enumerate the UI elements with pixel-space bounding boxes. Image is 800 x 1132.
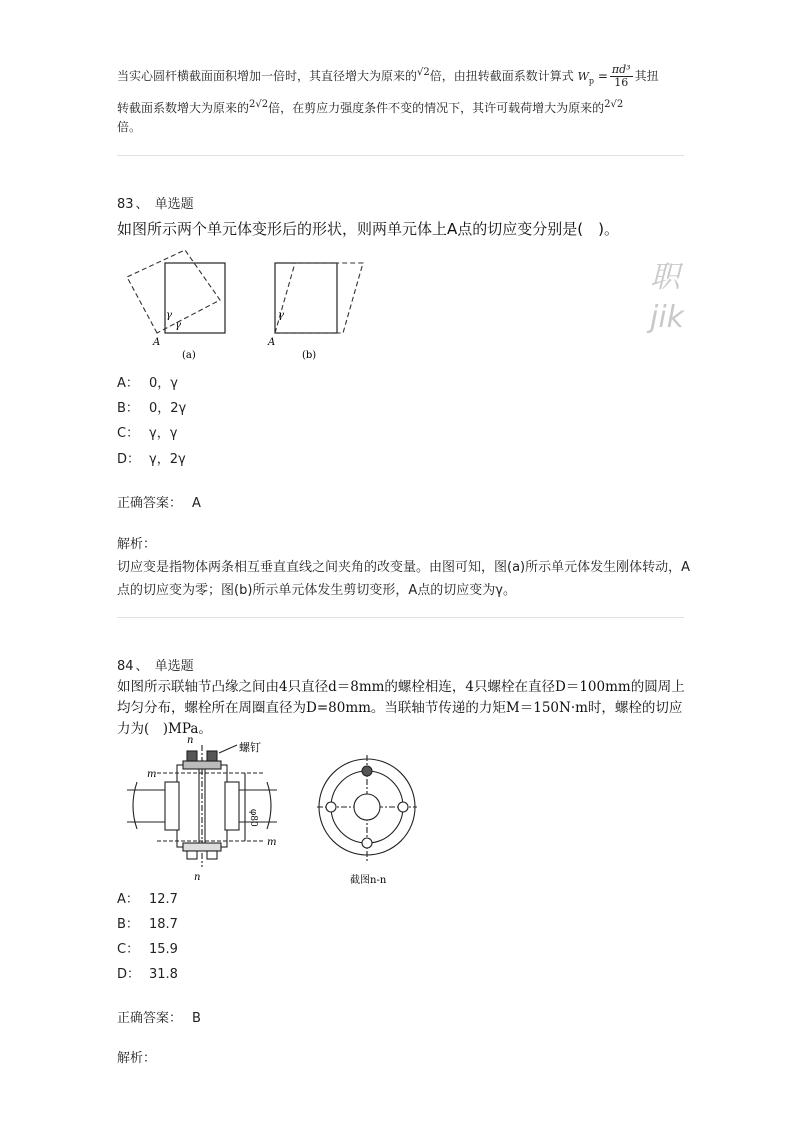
sqrt2-symbol: √2 — [417, 67, 430, 78]
q84-option-c[interactable]: C： 15.9 — [117, 942, 178, 957]
element-b-sheared-outline — [275, 263, 363, 333]
label-n-bottom: n — [194, 872, 201, 883]
point-a-label-b: A — [268, 337, 276, 348]
label-section: 截图n-n — [350, 875, 387, 886]
angle-label-b: γ — [278, 310, 284, 321]
coupling-section-view — [317, 755, 417, 861]
q84-option-a[interactable]: A： 12.7 — [117, 892, 178, 907]
label-diameter: φ80 — [248, 809, 258, 827]
question-83-figure — [117, 250, 377, 375]
q83-explanation-label: 解析： — [117, 537, 157, 552]
element-b-square — [275, 263, 337, 333]
q83-option-a[interactable]: A： 0，γ — [117, 376, 178, 391]
q84-option-b[interactable]: B： 18.7 — [117, 917, 178, 932]
torsion-formula: $W_p$ = $\frac{\text{πd³}}{16}$ — [577, 63, 631, 89]
element-a-square — [165, 263, 225, 333]
label-m-right: m — [267, 837, 277, 848]
coupling-side-view — [127, 745, 277, 867]
prev-explanation-line-2: 转截面系数增大为原来的$^{2√2}$倍，在剪应力强度条件不变的情况下，其许可载荷增大为原来的$^{2√2}$ — [117, 99, 624, 115]
question-84-figure — [117, 737, 437, 887]
question-84-header: 84 、 单选题 — [117, 659, 194, 674]
label-n-top: n — [187, 737, 194, 746]
q83-correct-answer: 正确答案： A — [117, 496, 201, 511]
watermark: 职 jik — [650, 260, 685, 335]
prev-explanation-line-3: 倍。 — [117, 120, 142, 134]
q84-explanation-label: 解析： — [117, 1051, 157, 1066]
q83-option-c[interactable]: C： γ，γ — [117, 426, 178, 441]
q84-option-d[interactable]: D： 31.8 — [117, 967, 178, 982]
q84-correct-answer: 正确答案： B — [117, 1011, 201, 1026]
question-83-header: 83 、 单选题 — [117, 197, 194, 212]
figure-label-b: (b) — [302, 350, 317, 361]
q83-explanation: 切应变是指物体两条相互垂直直线之间夹角的改变量。由图可知，图(a)所示单元体发生刚体转动，A点的切应变为零；图(b)所示单元体发生剪切变形，A点的切应变为γ。 — [117, 560, 691, 598]
label-bolt: 螺钉 — [239, 741, 261, 754]
figure-label-a: (a) — [182, 350, 196, 361]
angle-label-a1: γ — [166, 310, 172, 321]
question-83-stem: 如图所示两个单元体变形后的形状，则两单元体上A点的切应变分别是( )。 — [117, 220, 619, 238]
q83-option-d[interactable]: D： γ，2γ — [117, 452, 186, 467]
divider — [117, 155, 684, 156]
question-84-stem: 如图所示联轴节凸缘之间由4只直径d＝8mm的螺栓相连，4只螺栓在直径D＝100mm的圆周上均匀分布，螺栓所在周圈直径为D=80mm。当联轴节传递的力矩M＝150N·m时，螺栓的切应力为( )MPa。 — [117, 679, 685, 737]
q83-option-b[interactable]: B： 0，2γ — [117, 401, 187, 416]
label-m-left: m — [147, 769, 157, 780]
divider — [117, 617, 684, 618]
prev-explanation-line-1: 当实心圆杆横截面面积增加一倍时，其直径增大为原来的$^{√2}$倍，由扭转截面系数计算式 $W_p$ = $\frac{\text{πd³}}{16}$ 其扭 — [117, 63, 659, 89]
point-a-label-a: A — [153, 337, 161, 348]
angle-label-a2: γ — [175, 320, 181, 331]
